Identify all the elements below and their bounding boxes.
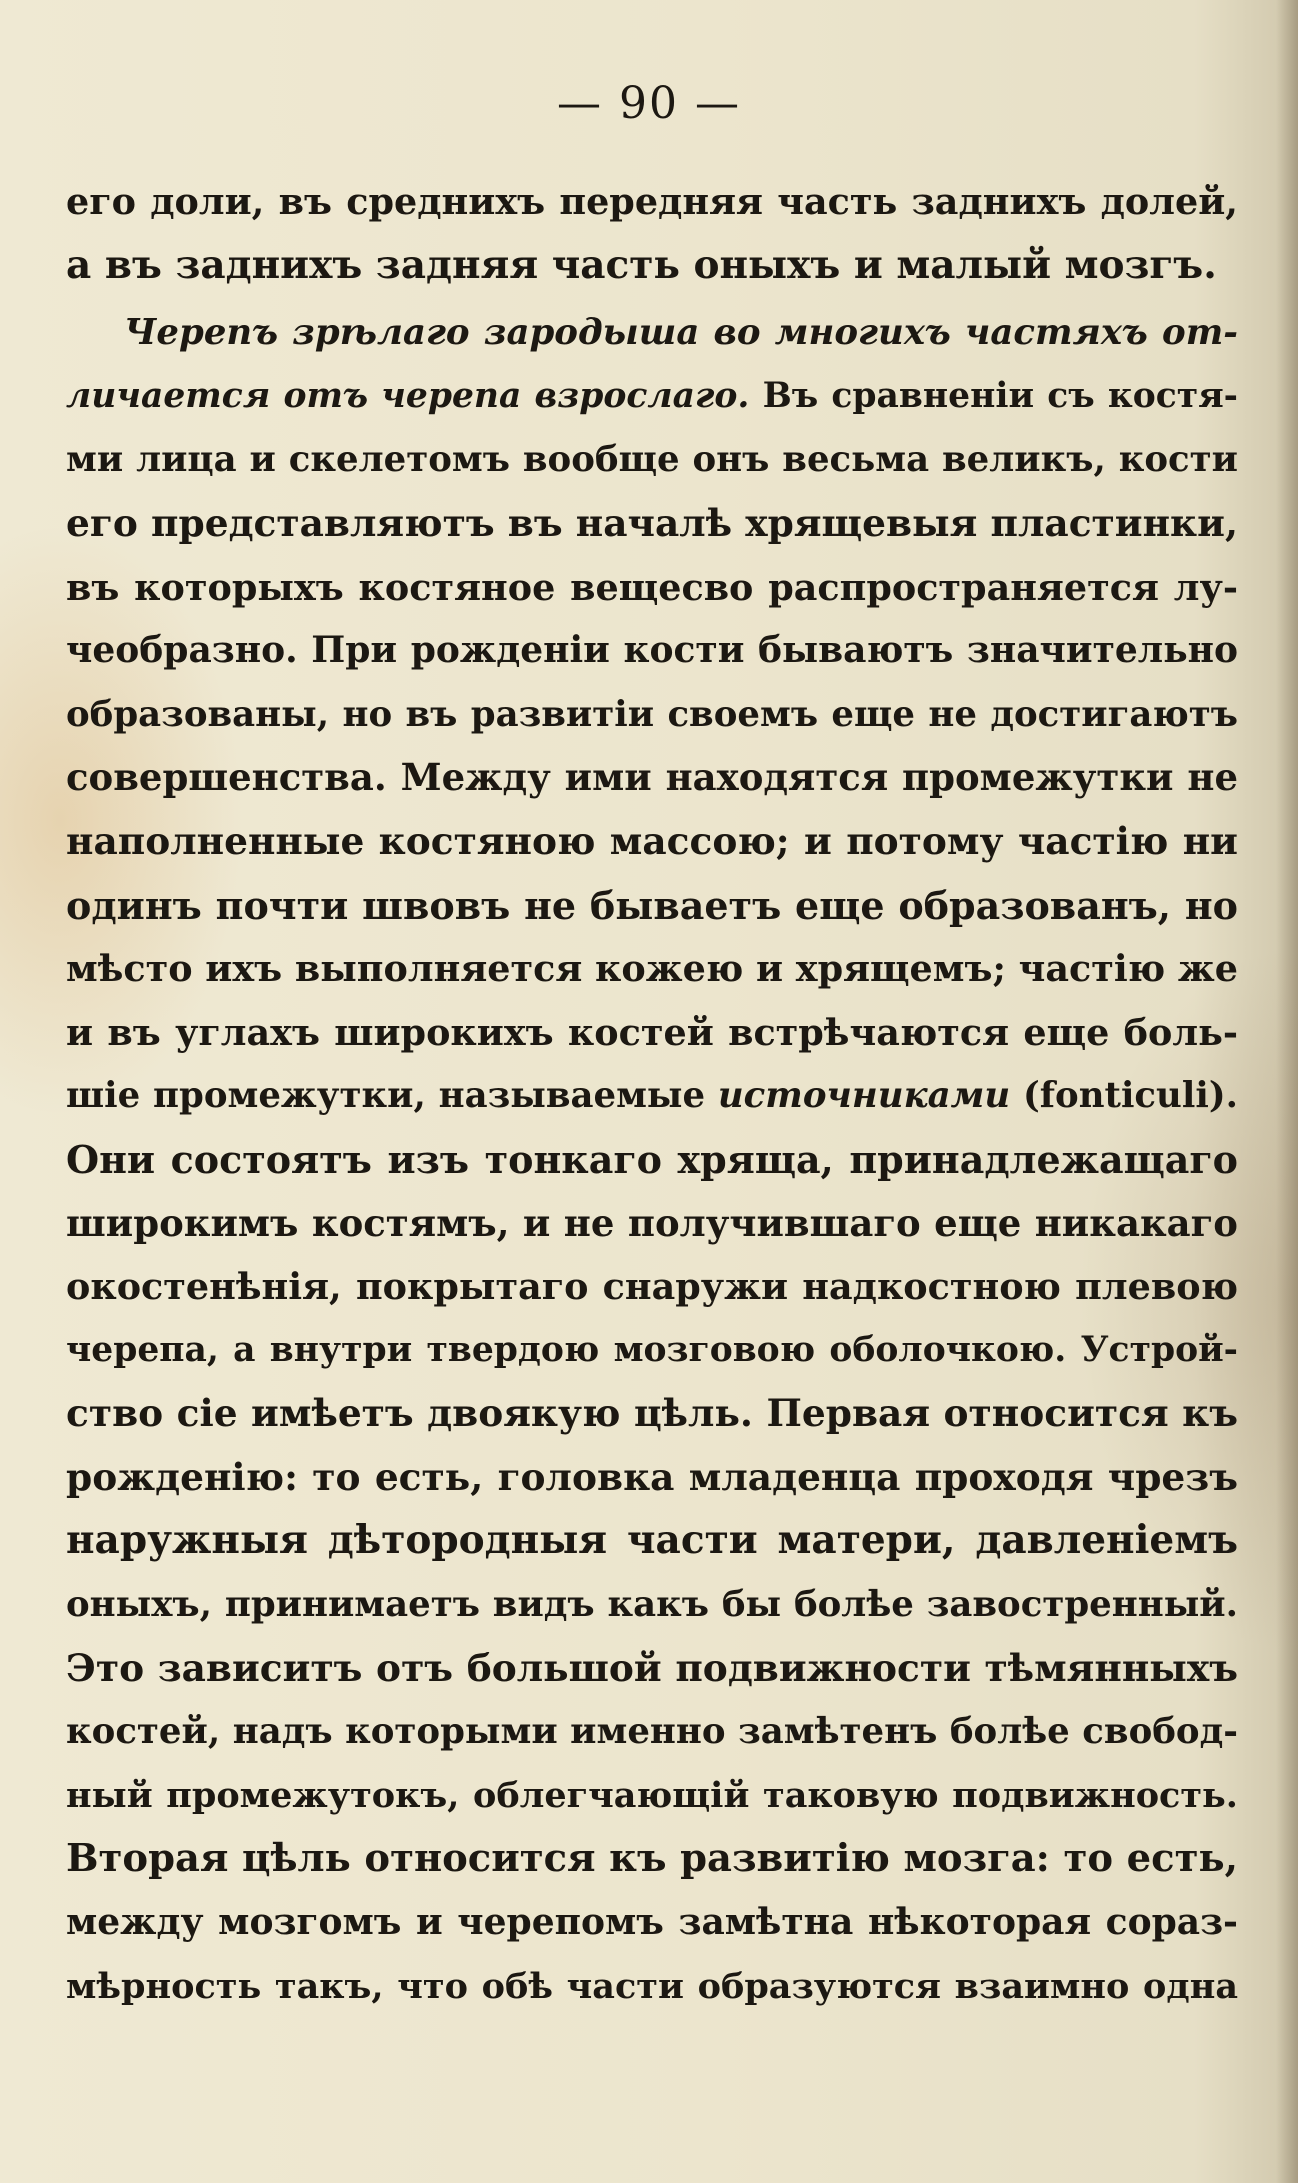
text-line: рожденію: то есть, головка младенца проходя чрезъ — [66, 1454, 1238, 1499]
text-line: а въ заднихъ задняя часть оныхъ и малый мозгъ. — [66, 241, 1217, 288]
text-line: чеобразно. При рожденіи кости бываютъ значительно — [66, 629, 1238, 672]
text-line: мѣрность такъ, что обѣ части образуются взаимно одна — [66, 1965, 1238, 2007]
text-line: широкимъ костямъ, и не получившаго еще никакаго — [66, 1200, 1238, 1245]
italic-term: источниками — [717, 1075, 1011, 1117]
text-line: личается отъ черепа взрослаго. Въ сравненіи съ костя- — [66, 375, 1238, 416]
text-line: оныхъ, принимаетъ видъ какъ бы болѣе завостренный. — [66, 1584, 1238, 1626]
text-line: въ которыхъ костяное вещесво распространяется лу- — [66, 565, 1238, 609]
text-line: ство сіе имѣетъ двоякую цѣль. Первая относится къ — [66, 1391, 1238, 1436]
text-line: между мозгомъ и черепомъ замѣтна нѣкоторая сораз- — [66, 1901, 1238, 1944]
text-line: Они состоятъ изъ тонкаго хряща, принадлежащаго — [66, 1136, 1238, 1182]
text-line: образованы, но въ развитіи своемъ еще не достигаютъ — [66, 693, 1238, 735]
text-line: наполненные костяною массою; и потому частію ни — [66, 818, 1238, 863]
text-line: ный промежутокъ, облегчающій таковую подвижность. — [66, 1774, 1238, 1816]
text-line: Вторая цѣль относится къ развитію мозга: то есть, — [66, 1836, 1238, 1882]
body-text — [66, 170, 1238, 2018]
page-number: — 90 — — [557, 78, 741, 129]
text-line: и въ углахъ широкихъ костей встрѣчаются еще боль- — [66, 1010, 1238, 1054]
text-line: ми лица и скелетомъ вообще онъ весьма великъ, кости — [66, 439, 1238, 481]
text-line: наружныя дѣтородныя части матери, давленіемъ — [66, 1517, 1238, 1564]
italic-heading: Черепъ зрѣлаго зародыша во многихъ частяхъ от- — [124, 312, 1238, 354]
italic-heading: личается отъ черепа взрослаго. — [66, 375, 750, 416]
text-line: мѣсто ихъ выполняется кожею и хрящемъ; частію же — [66, 947, 1238, 991]
text-line: черепа, а внутри твердою мозговою оболочкою. Устрой- — [66, 1329, 1238, 1370]
page-edge-shadow — [1276, 0, 1298, 2183]
text-line: костей, надъ которыми именно замѣтенъ болѣе свобод- — [66, 1711, 1238, 1753]
text-line: его представляютъ въ началѣ хрящевыя пластинки, — [66, 500, 1238, 545]
text-line: окостенѣнія, покрытаго снаружи надкостною плевою — [66, 1265, 1238, 1309]
text-line: шіе промежутки, называемые источниками (fonticuli). — [66, 1075, 1238, 1117]
text-line: одинъ почти швовъ не бываетъ еще образованъ, но — [66, 882, 1238, 928]
text-line: Это зависитъ отъ большой подвижности тѣмянныхъ — [66, 1645, 1238, 1690]
text-line: его доли, въ среднихъ передняя часть заднихъ долей, — [66, 180, 1238, 223]
text-line: совершенства. Между ими находятся промежутки не — [66, 755, 1238, 800]
text-line — [66, 301, 1238, 365]
